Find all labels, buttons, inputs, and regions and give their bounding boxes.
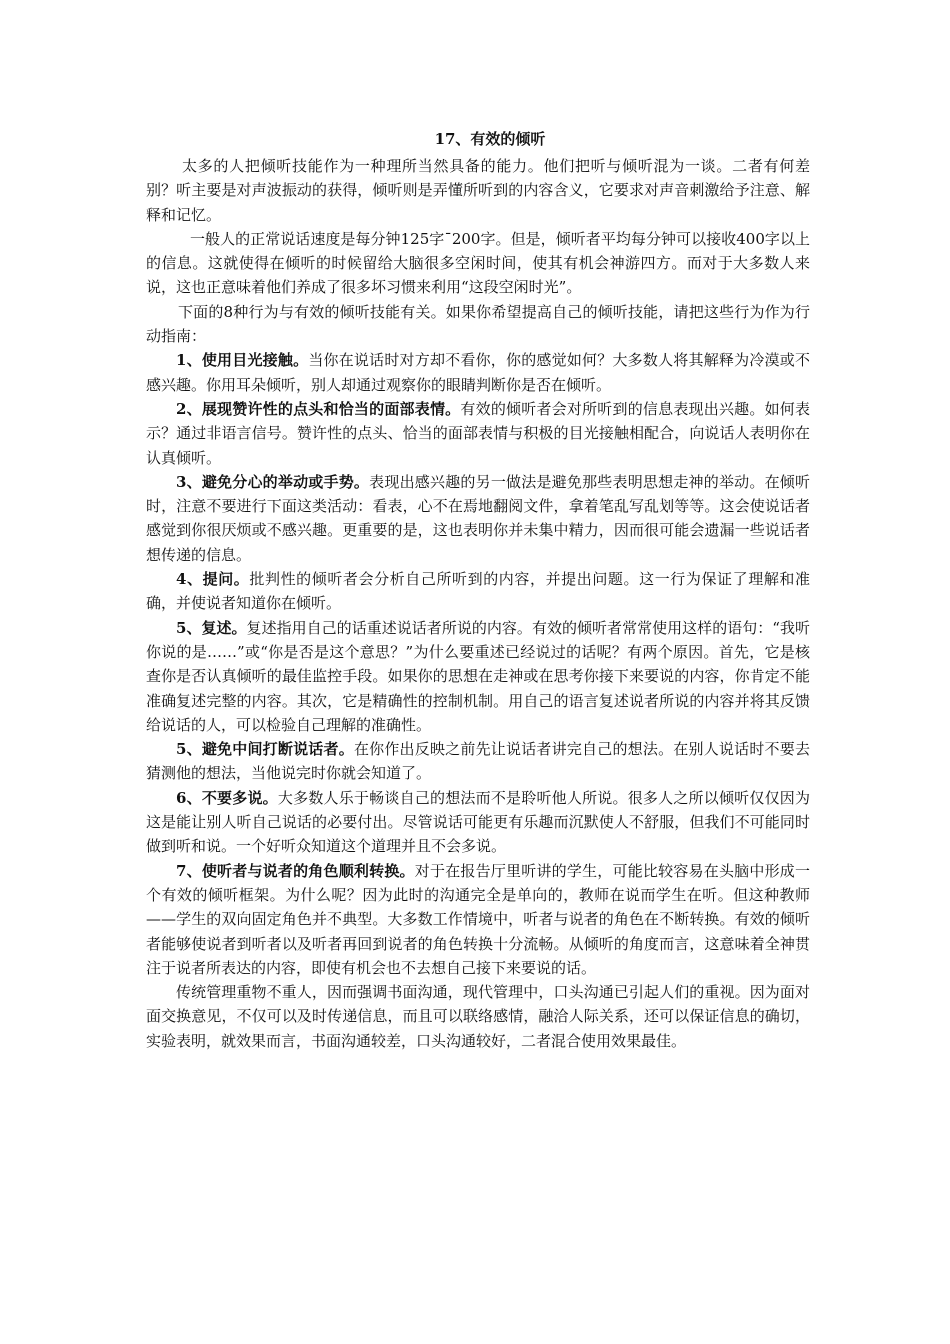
item-body-5: 复述指用自己的话重述说话者所说的内容。有效的倾听者常常使用这样的语句：“我听你说的是……”或“你是否是这个意思？”为什么要重述已经说过的话呢？有两个原因。首先，它是核查你是否认真倾听的最佳监控手段。如果你的思想在走神或在思考你接下来要说的内容，你肯定不能准确复述完整的内容。其次，它是精确性的控制机制。用自己的语言复述说者所说的内容并将其反馈给说话的人，可以检验自己理解的准确性。 xyxy=(146,618,810,734)
item-paragraph-1 xyxy=(146,348,810,397)
item-paragraph-2 xyxy=(146,397,810,470)
item-body-6: 在你作出反映之前先让说话者讲完自己的想法。在别人说话时不要去猜测他的想法，当他说完时你就会知道了。 xyxy=(146,740,810,783)
intro-paragraph-2: 一般人的正常说话速度是每分钟125字¯200字。但是，倾听者平均每分钟可以接收400字以上的信息。这就使得在倾听的时候留给大脑很多空闲时间，使其有机会神游四方。而对于大多数人来说，这也正意味着他们养成了很多坏习惯来利用“这段空闲时光”。 xyxy=(146,229,810,297)
item-paragraph-5 xyxy=(146,616,810,737)
item-lead-8: 7、使听者与说者的角色顺利转换。 xyxy=(176,861,415,880)
item-lead-3: 3、避免分心的举动或手势。 xyxy=(176,472,370,491)
item-paragraph-8 xyxy=(146,859,810,980)
document-title: 17、有效的倾听 xyxy=(434,130,546,148)
intro-paragraph-1: 太多的人把倾听技能作为一种理所当然具备的能力。他们把听与倾听混为一谈。二者有何差别？听主要是对声波振动的获得，倾听则是弄懂所听到的内容含义，它要求对声音刺激给予注意、解释和记忆。 xyxy=(146,157,810,224)
item-body-4: 批判性的倾听者会分析自己所听到的内容，并提出问题。这一行为保证了理解和准确，并使说者知道你在倾听。 xyxy=(146,570,810,613)
document-page xyxy=(146,128,810,1053)
item-body-3: 表现出感兴趣的另一做法是避免那些表明思想走神的举动。在倾听时，注意不要进行下面这类活动：看表，心不在焉地翻阅文件，拿着笔乱写乱划等等。这会使说话者感觉到你很厌烦或不感兴趣。更重要的是，这也表明你并未集中精力，因而很可能会遗漏一些说话者想传递的信息。 xyxy=(146,472,810,564)
item-lead-5: 5、复述。 xyxy=(176,618,247,637)
item-lead-1: 1、使用目光接触。 xyxy=(176,351,309,370)
item-body-8: 对于在报告厅里听讲的学生，可能比较容易在头脑中形成一个有效的倾听框架。为什么呢？因为此时的沟通完全是单向的，教师在说而学生在听。但这种教师——学生的双向固定角色并不典型。大多数工作情境中，听者与说者的角色在不断转换。有效的倾听者能够使说者到听者以及听者再回到说者的角色转换十分流畅。从倾听的角度而言，这意味着全神贯注于说者所表达的内容，即使有机会也不去想自己接下来要说的话。 xyxy=(146,861,810,977)
item-body-1: 当你在说话时对方却不看你，你的感觉如何？大多数人将其解释为冷漠或不感兴趣。你用耳朵倾听，别人却通过观察你的眼睛判断你是否在倾听。 xyxy=(146,351,810,394)
item-lead-6: 5、避免中间打断说话者。 xyxy=(176,740,354,759)
intro-paragraph-3: 下面的8种行为与有效的倾听技能有关。如果你希望提高自己的倾听技能，请把这些行为作为行动指南： xyxy=(146,302,810,346)
closing-paragraph: 传统管理重物不重人，因而强调书面沟通，现代管理中，口头沟通已引起人们的重视。因为面对面交换意见，不仅可以及时传递信息，而且可以联络感情，融洽人际关系，还可以保证信息的确切，实验表明，就效果而言，书面沟通较差，口头沟通较好，二者混合使用效果最佳。 xyxy=(146,983,810,1050)
item-lead-4: 4、提问。 xyxy=(176,570,250,589)
item-body-7: 大多数人乐于畅谈自己的想法而不是聆听他人所说。很多人之所以倾听仅仅因为这是能让别人听自己说话的必要付出。尽管说话可能更有乐趣而沉默使人不舒服，但我们不可能同时做到听和说。一个好听众知道这个道理并且不会多说。 xyxy=(146,788,810,856)
item-body-2: 有效的倾听者会对所听到的信息表现出兴趣。如何表示？通过非语言信号。赞许性的点头、恰当的面部表情与积极的目光接触相配合，向说话人表明你在认真倾听。 xyxy=(146,399,810,467)
item-paragraph-7 xyxy=(146,786,810,859)
item-paragraph-4 xyxy=(146,567,810,616)
item-lead-7: 6、不要多说。 xyxy=(176,788,278,807)
item-lead-2: 2、展现赞许性的点头和恰当的面部表情。 xyxy=(176,399,461,418)
item-paragraph-6 xyxy=(146,737,810,786)
item-paragraph-3 xyxy=(146,470,810,567)
